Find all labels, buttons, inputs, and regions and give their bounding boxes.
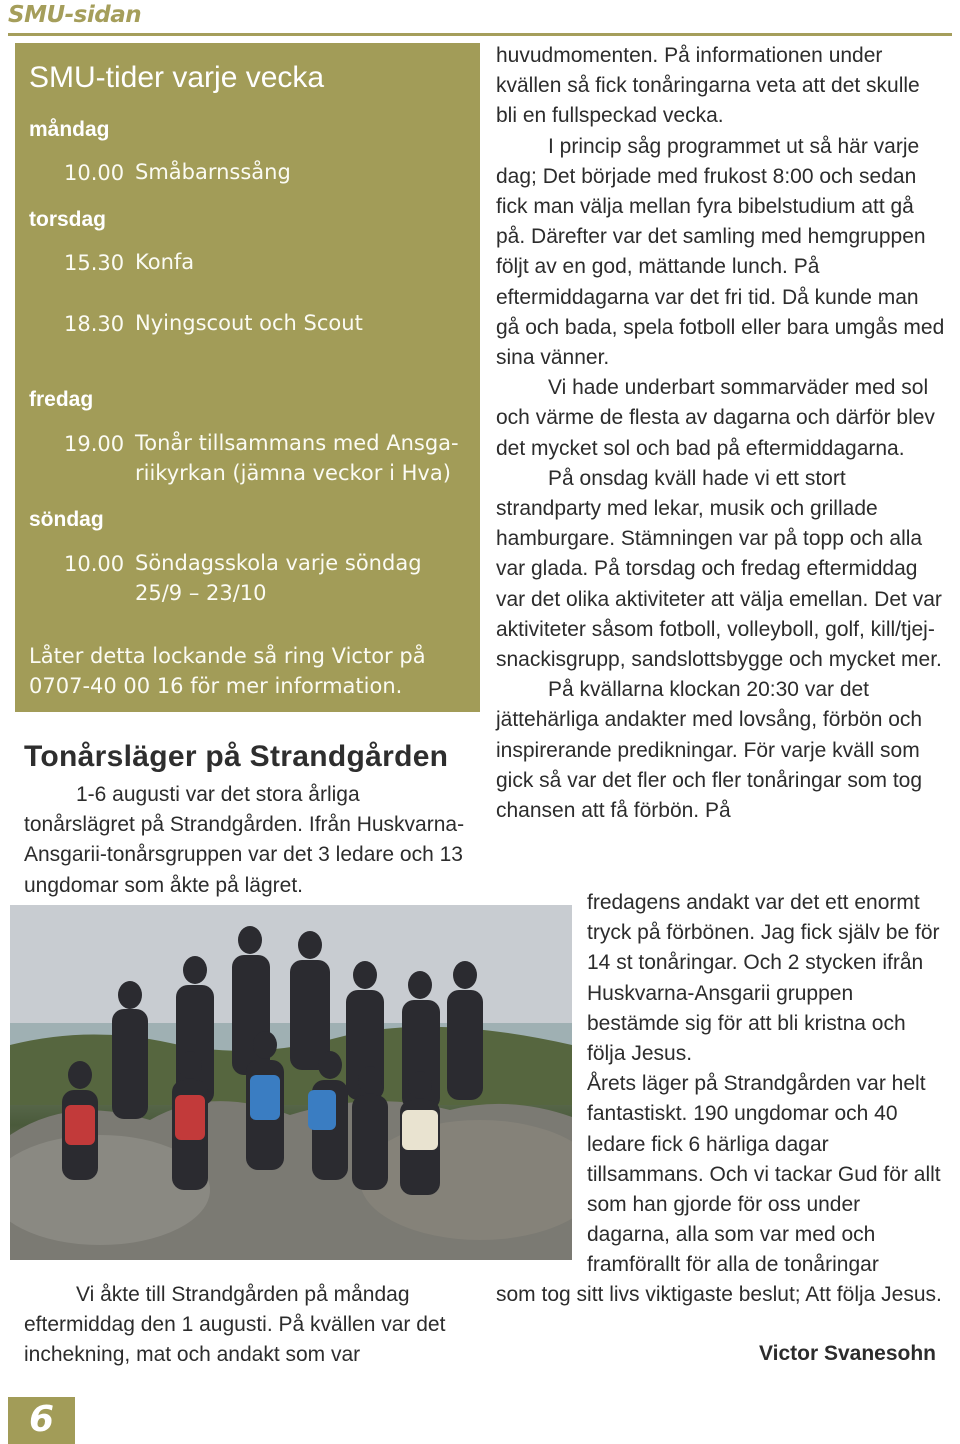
- event-activity: [135, 548, 422, 608]
- schedule-info: [29, 641, 469, 701]
- article-closing: [496, 1280, 946, 1310]
- event-time: 18.30: [64, 312, 125, 336]
- event-time: 15.30: [64, 251, 125, 275]
- article-col-right: [496, 41, 946, 826]
- schedule-title: SMU-tider varje vecka: [29, 61, 325, 94]
- paragraph-closing: som tog sitt livs viktigaste beslut; Att följa Jesus.: [496, 1283, 942, 1306]
- event-activity: [135, 428, 459, 488]
- article-intro: [24, 780, 474, 901]
- paragraph-evening: På kvällarna klockan 20:30 var det jättehärliga andakter med lovsång, förbön och inspirerande predikningar. För varje kväll som gick så var det fler och fler tonåringar som tog chansen att få förbön. På: [496, 678, 923, 823]
- event-time: 10.00: [64, 161, 125, 185]
- event-activity: Nyingscout och Scout: [135, 311, 363, 335]
- day-friday: fredag: [29, 388, 94, 411]
- day-sunday: söndag: [29, 508, 104, 531]
- page-number-box: [8, 1397, 75, 1444]
- author-signature: Victor Svanesohn: [758, 1342, 936, 1365]
- group-photo-image: [10, 905, 572, 1260]
- event-time: 19.00: [64, 432, 125, 456]
- paragraph-arrival: Vi åkte till Strandgården på måndag eftermiddag den 1 augusti. På kvällen var det inchekning, mat och andakt som var: [24, 1283, 446, 1367]
- event-activity-line: Tonår tillsammans med Ansga-: [135, 431, 459, 455]
- event-time: 10.00: [64, 552, 125, 576]
- schedule-info-line: 0707-40 00 16 för mer information.: [29, 674, 403, 698]
- article-title: Tonårsläger på Strandgården: [24, 740, 449, 773]
- paragraph-program: I princip såg programmet ut så här varje dag; Det började med frukost 8:00 och sedan fick man välja mellan fyra bibelstudium att gå på. Därefter var det samling med hemgruppen följt av en god, mättande lunch. På eftermiddagarna var det fri tid. Då kunde man gå och bada, spela fotboll eller bara umgås med sina vänner.: [496, 134, 945, 370]
- day-monday: måndag: [29, 118, 110, 141]
- paragraph-weather: Vi hade underbart sommarväder med sol och värme de flesta av dagarna och därför blev det mycket sol och bad på eftermiddagarna.: [496, 376, 935, 460]
- day-thursday: torsdag: [29, 208, 107, 231]
- paragraph-party: På onsdag kväll hade vi ett stort strandparty med lekar, musik och grillade hamburgare. Stämningen var på topp och alla var glada. På torsdag och fredag eftermiddag var det olika aktiviteter att välja emellan. Det var aktiviteter såsom fotboll, volleyboll, golf, kill/tjej-snackisgrupp, sandslottsbygge och mycket mer.: [496, 466, 942, 672]
- schedule-info-line: Låter detta lockande så ring Victor på: [29, 644, 426, 668]
- event-activity: Konfa: [135, 250, 195, 274]
- event-activity-line: 25/9 – 23/10: [135, 581, 267, 605]
- intro-paragraph: 1-6 augusti var det stora årliga tonårslägret på Strandgården. Ifrån Huskvarna-Ansgarii-tonårsgruppen var det 3 ledare och 13 ungdomar som åkte på lägret.: [24, 783, 465, 897]
- paragraph-friday: fredagens andakt var det ett enormt tryck på förbönen. Jag fick själv be för 14 st tonåringar. Och 2 stycken ifrån Huskvarna-Ansgarii gruppen bestämde sig för att bli kristna och följa Jesus.: [587, 891, 940, 1066]
- article-wrap-block: [587, 888, 947, 1281]
- schedule-box: [15, 43, 480, 712]
- page-number: 6: [28, 1399, 55, 1440]
- event-activity: Småbarnssång: [135, 160, 291, 184]
- header-rule: [8, 33, 952, 36]
- paragraph-arrival-cont: huvudmomenten. På informationen under kvällen så fick tonåringarna veta att det skulle bli en fullspeckad vecka.: [496, 44, 920, 128]
- event-activity-line: Söndagsskola varje söndag: [135, 551, 422, 575]
- section-title: SMU-sidan: [8, 2, 142, 28]
- event-activity-line: riikyrkan (jämna veckor i Hva): [135, 461, 451, 485]
- paragraph-summary: Årets läger på Strandgården var helt fantastiskt. 190 ungdomar och 40 ledare fick 6 härliga dagar tillsammans. Och vi tackar Gud för allt som han gjorde för oss under dagarna, alla som var med och framförallt för alla de tonåringar: [587, 1072, 941, 1277]
- group-photo: [10, 905, 572, 1260]
- article-col-left-lower: [24, 1280, 474, 1371]
